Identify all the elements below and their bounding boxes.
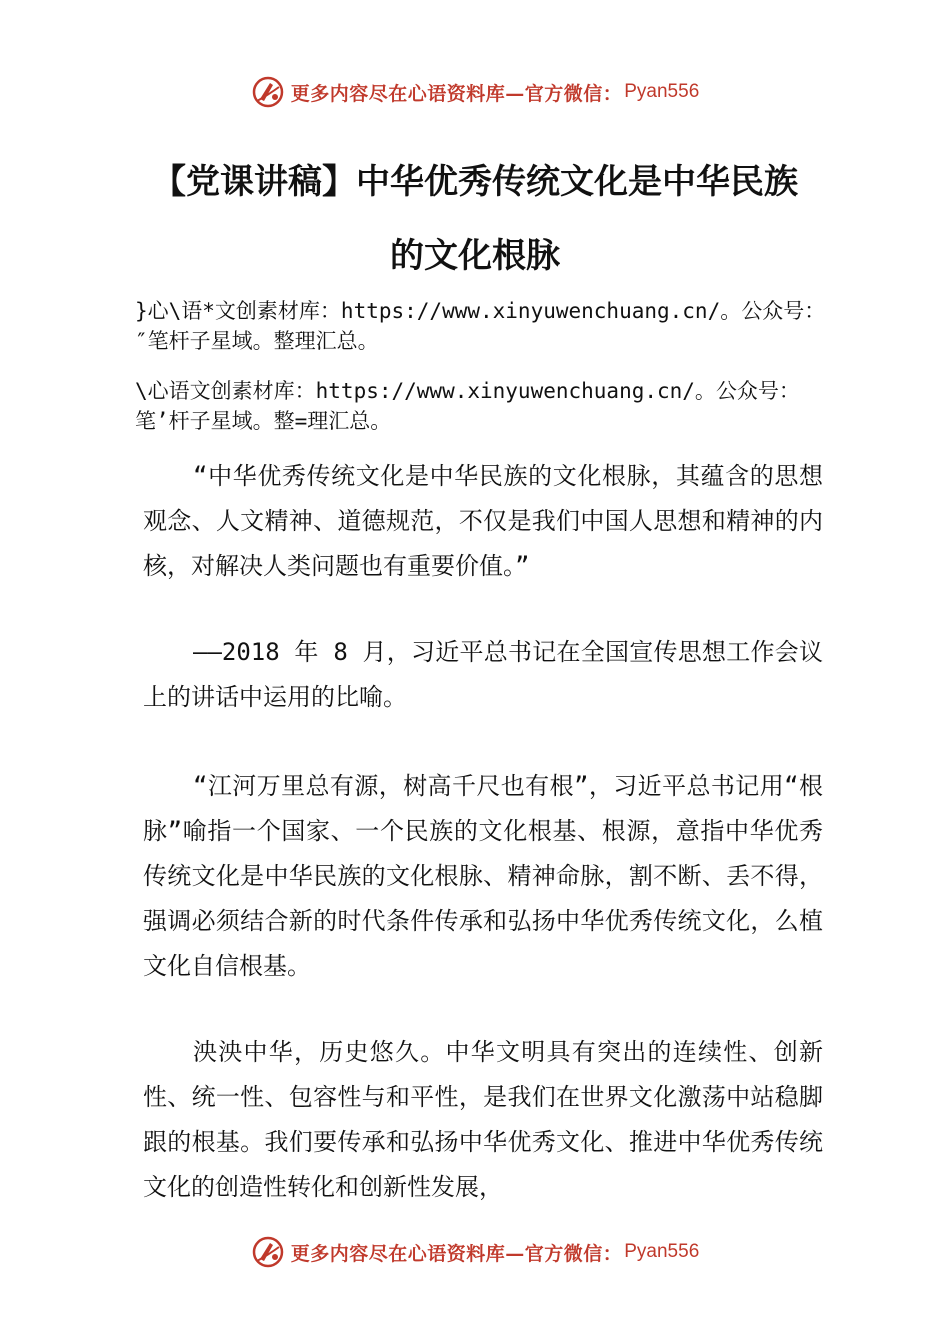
source-line-2: \心语文创素材库：https://www.xinyuwenchuang.cn/。公众号：笔’杆子星域。整=理汇总。 [135, 379, 800, 433]
header-banner [0, 72, 950, 112]
paragraph-2: ——2018 年 8 月，习近平总书记在全国宣传思想工作会议上的讲话中运用的比喻。 [143, 638, 823, 711]
banner-wechat-id: Pyan556 [624, 81, 700, 102]
paragraph-1: “中华优秀传统文化是中华民族的文化根脉，其蕴含的思想观念、人文精神、道德规范，不仅是我们中国人思想和精神的内核，对解决人类问题也有重要价值。” [143, 462, 823, 580]
brand-logo-icon [251, 75, 285, 109]
banner-text: 更多内容尽在心语资料库—官方微信： [290, 1242, 623, 1265]
document-title-line1: 【党课讲稿】中华优秀传统文化是中华民族 [152, 162, 798, 202]
paragraph-4: 泱泱中华，历史悠久。中华文明具有突出的连续性、创新性、统一性、包容性与和平性，是我们在世界文化激荡中站稳脚跟的根基。我们要传承和弘扬中华优秀文化、推进中华优秀传统文化的创造性转化和创新性发展， [143, 1038, 823, 1201]
brand-logo-icon [251, 1235, 285, 1269]
paragraph-3: “江河万里总有源，树高千尺也有根”，习近平总书记用“根脉”喻指一个国家、一个民族的文化根基、根源，意指中华优秀传统文化是中华民族的文化根脉、精神命脉，割不断、丢不得，强调必须结合新的时代条件传承和弘扬中华优秀传统文化，么植文化自信根基。 [143, 772, 823, 980]
footer-banner [0, 1232, 950, 1272]
banner-text: 更多内容尽在心语资料库—官方微信： [290, 82, 623, 105]
banner-wechat-id: Pyan556 [624, 1241, 700, 1262]
document-title-line2: 的文化根脉 [390, 236, 560, 276]
source-line-1: }心\语*文创素材库：https://www.xinyuwenchuang.cn/。公众号：″笔杆子星域。整理汇总。 [135, 299, 826, 353]
